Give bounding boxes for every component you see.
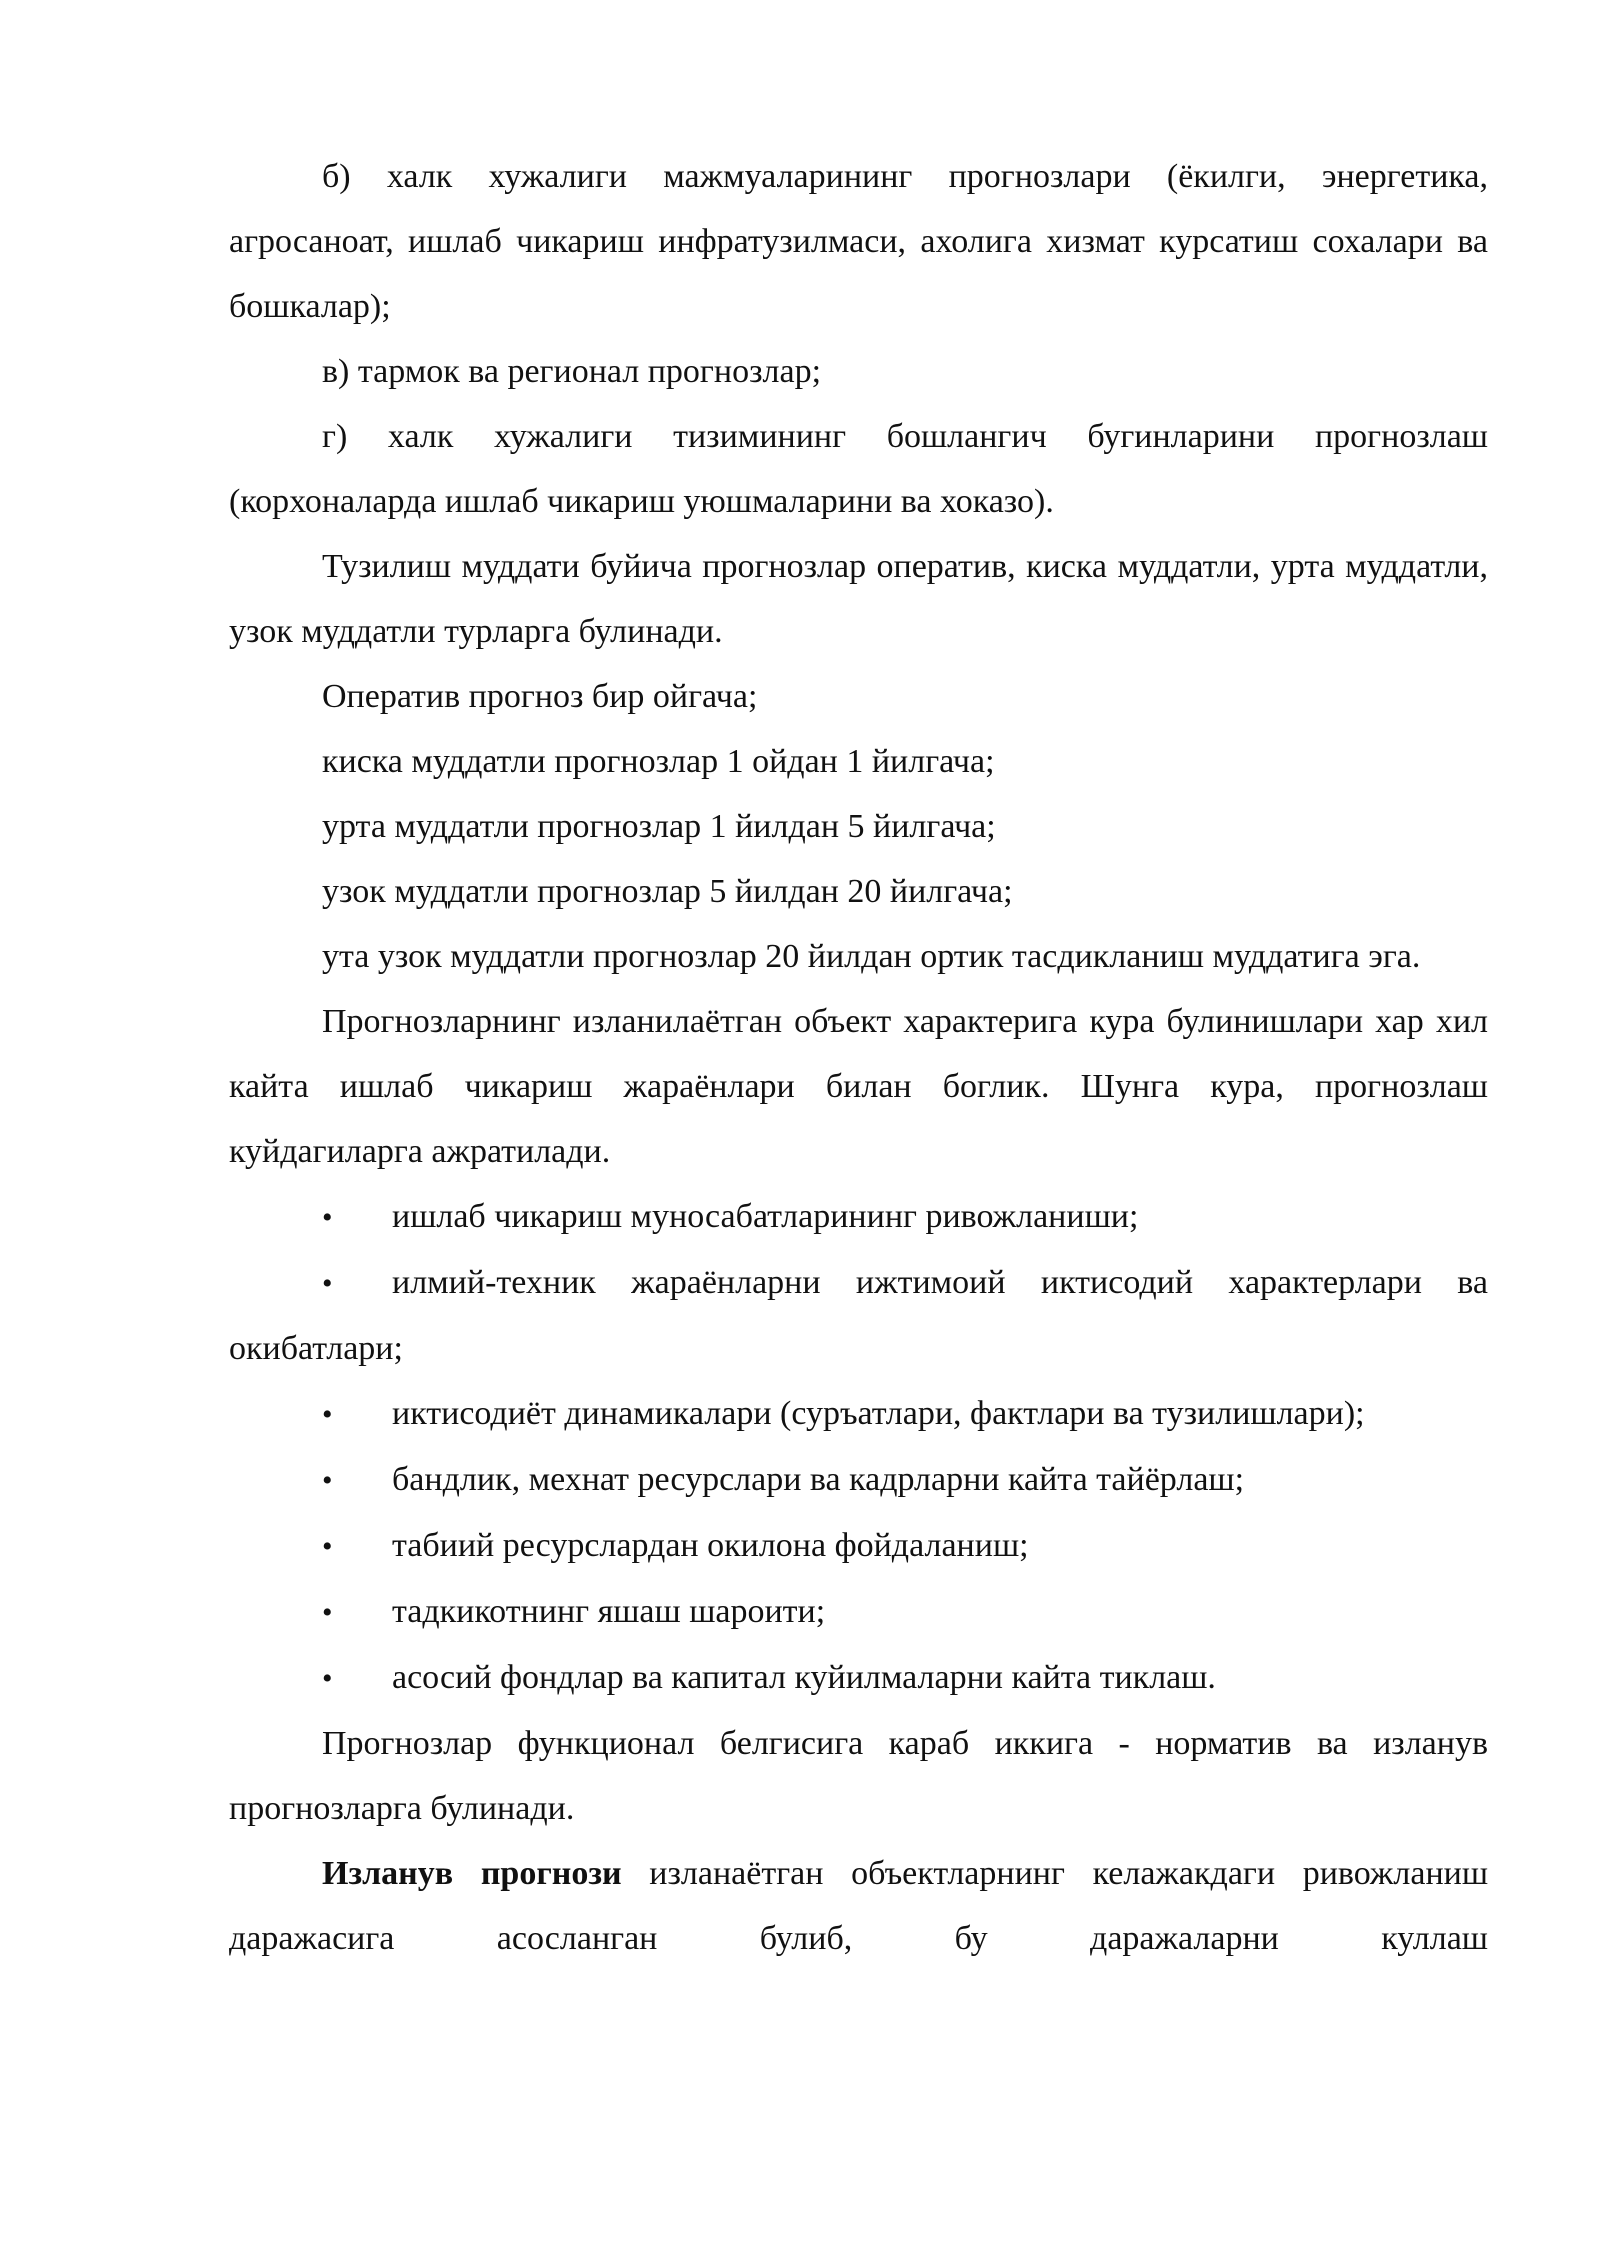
paragraph: Прогнозларнинг изланилаётган объект характерига кура булинишлари хар хил кайта ишлаб чикариш жараёнлари билан боглик. Шунга кура, прогнозлаш куйдагиларга ажратилади.: [229, 1003, 1488, 1170]
bullet-icon: •: [322, 1201, 333, 1234]
list-item-text: ишлаб чикариш муносабатларининг ривожланиши;: [392, 1198, 1139, 1235]
document-body: [229, 144, 1488, 1971]
bullet-list: [229, 1184, 1488, 1711]
paragraph-text: изланаётган объектларнинг келажакдаги ривожланиш даражасига асосланган булиб, бу даражаларни куллаш: [229, 1855, 1489, 1957]
paragraph: урта муддатли прогнозлар 1 йилдан 5 йилгача;: [322, 808, 996, 845]
bullet-icon: •: [322, 1398, 333, 1431]
list-item-text: илмий-техник жараёнларни ижтимоий иктисодий характерлари ва окибатлари;: [229, 1264, 1488, 1367]
list-item-text: асосий фондлар ва капитал куйилмаларни кайта тиклаш.: [392, 1659, 1216, 1696]
list-item: [229, 1579, 1488, 1645]
list-item: [229, 1447, 1488, 1513]
list-item-text: тадкикотнинг яшаш шароити;: [392, 1593, 826, 1630]
paragraph: в) тармок ва регионал прогнозлар;: [322, 353, 822, 390]
list-item: [229, 1250, 1488, 1381]
list-item-text: иктисодиёт динамикалари (суръатлари, фактлари ва тузилишлари);: [392, 1395, 1365, 1432]
paragraph: узок муддатли прогнозлар 5 йилдан 20 йилгача;: [322, 873, 1013, 910]
paragraph: Тузилиш муддати буйича прогнозлар оператив, киска муддатли, урта муддатли, узок муддатли турларга булинади.: [229, 548, 1488, 650]
paragraph: ута узок муддатли прогнозлар 20 йилдан ортик тасдикланиш муддатига эга.: [322, 938, 1421, 975]
paragraph: Прогнозлар функционал белгисига караб иккига - норматив ва изланув прогнозларга булинади.: [229, 1725, 1488, 1827]
paragraph: Оператив прогноз бир ойгача;: [322, 678, 758, 715]
bullet-icon: •: [322, 1662, 333, 1695]
list-item: [229, 1513, 1488, 1579]
paragraph: г) халк хужалиги тизимининг бошлангич бугинларини прогнозлаш (корхоналарда ишлаб чикариш уюшмаларини ва хоказо).: [229, 418, 1488, 520]
list-item-text: табиий ресурслардан окилона фойдаланиш;: [392, 1527, 1029, 1564]
paragraph: киска муддатли прогнозлар 1 ойдан 1 йилгача;: [322, 743, 995, 780]
term-heading: Изланув прогнози: [322, 1855, 622, 1892]
bullet-icon: •: [322, 1596, 333, 1629]
list-item: [229, 1184, 1488, 1250]
list-item: [229, 1381, 1488, 1447]
bullet-icon: •: [322, 1530, 333, 1563]
list-item-text: бандлик, мехнат ресурслари ва кадрларни кайта тайёрлаш;: [392, 1461, 1245, 1498]
bullet-icon: •: [322, 1267, 333, 1300]
paragraph: [229, 1841, 1488, 1971]
paragraph: б) халк хужалиги мажмуаларининг прогнозлари (ёкилги, энергетика, агросаноат, ишлаб чикариш инфратузилмаси, ахолига хизмат курсатиш сохалари ва бошкалар);: [229, 158, 1488, 325]
bullet-icon: •: [322, 1464, 333, 1497]
list-item: [229, 1645, 1488, 1711]
